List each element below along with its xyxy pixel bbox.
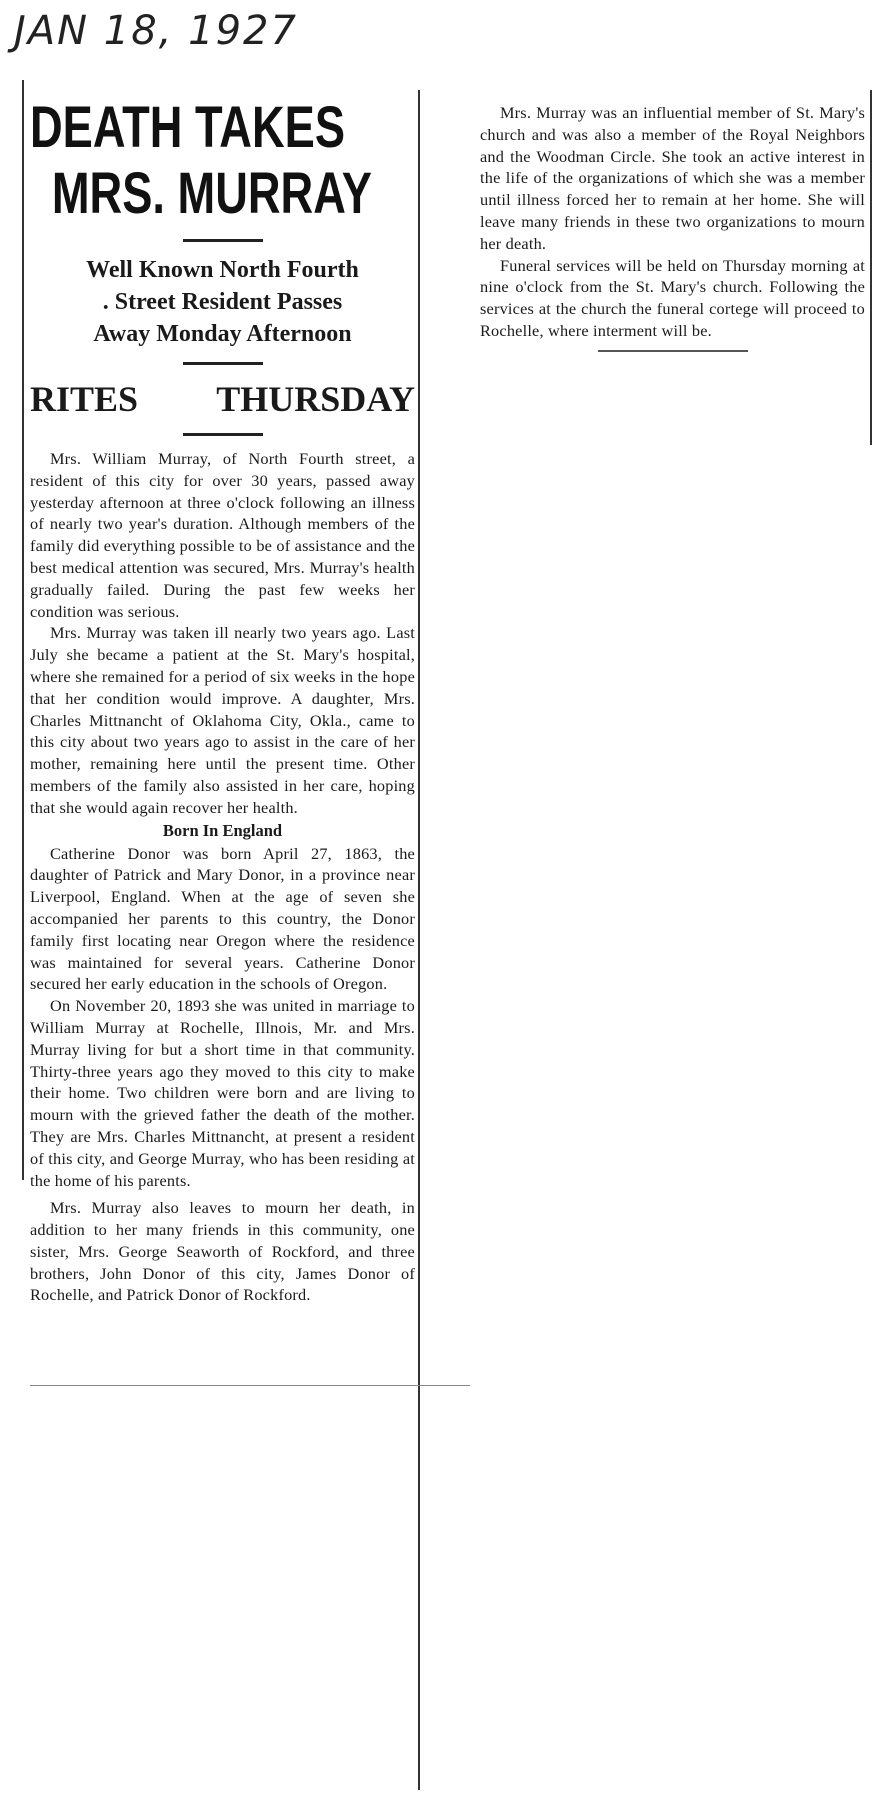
body-paragraph: Mrs. Murray was taken ill nearly two years ago. Last July she became a patient at the St. Mary's hospital, where she remained for a period of six weeks in the hope that her condition would improve. A daughter, Mrs. Charles Mittnancht of Oklahoma City, Okla., came to this city about two years ago to assist in the care of her mother, remaining here until the present time. Other members of the family also assisted in her care, hoping that she would again recover her health.	[30, 623, 415, 817]
headline-line-2: MRS. MURRAY	[51, 161, 372, 226]
article-column-2	[480, 102, 865, 352]
handwritten-date: JAN 18, 1927	[14, 8, 298, 54]
deck-line-2: . Street Resident Passes	[102, 289, 343, 315]
column-rule-left	[22, 80, 24, 1180]
headline-line-1: DEATH TAKES	[30, 95, 346, 160]
cutoff-rule	[183, 362, 263, 365]
column-rule-mid	[418, 90, 420, 1790]
body-paragraph: Mrs. Murray also leaves to mourn her death, in addition to her many friends in this community, one sister, Mrs. George Seaworth of Rockford, and three brothers, John Donor of this city, James Donor of Rochelle, and Patrick Donor of Rockford.	[30, 1198, 415, 1305]
end-rule	[598, 350, 748, 352]
body-paragraph: Funeral services will be held on Thursday morning at nine o'clock from the St. Mary's church. Following the services at the church the funeral cortege will proceed to Rochelle, where interment will be.	[480, 255, 865, 340]
article-column-1	[30, 95, 415, 1306]
deck-line-3: Away Monday Afternoon	[93, 321, 352, 347]
body-paragraph: On November 20, 1893 she was united in marriage to William Murray at Rochelle, Illnois, Mr. and Mrs. Murray living for but a short time in that community. Thirty-three years ago they moved to this city to make their home. Two children were born and are living to mourn with the grieved father the death of the mother. They are Mrs. Charles Mittnancht, at present a resident of this city, and George Murray, who has been residing at the home of his parents.	[30, 996, 415, 1190]
rites-subhead: RITES THURSDAY	[30, 379, 415, 419]
paste-seam	[30, 1385, 470, 1386]
body-paragraph: Catherine Donor was born April 27, 1863, the daughter of Patrick and Mary Donor, in a province near Liverpool, England. When at the age of seven she accompanied her parents to this country, the Donor family first locating near Oregon where the residence was maintained for several years. Catherine Donor secured her early education in the schools of Oregon.	[30, 843, 415, 994]
cutoff-rule	[183, 433, 263, 436]
column-rule-right	[870, 90, 872, 445]
body-paragraph: Mrs. William Murray, of North Fourth street, a resident of this city for over 30 years, passed away yesterday afternoon at three o'clock following an illness of nearly two year's duration. Although members of the family did everything possible to be of assistance and the best medical attention was secured, Mrs. Murray's health gradually failed. During the past few weeks her condition was serious.	[30, 449, 415, 621]
deck-line-1: Well Known North Fourth	[86, 257, 359, 283]
section-head: Born In England	[162, 820, 283, 840]
body-paragraph: Mrs. Murray was an influential member of St. Mary's church and was also a member of the Royal Neighbors and the Woodman Circle. She took an active interest in the life of the organizations of which she was a member until illness forced her to remain at her home. She will leave many friends in these two organizations to mourn her death.	[480, 103, 865, 253]
cutoff-rule	[183, 239, 263, 242]
